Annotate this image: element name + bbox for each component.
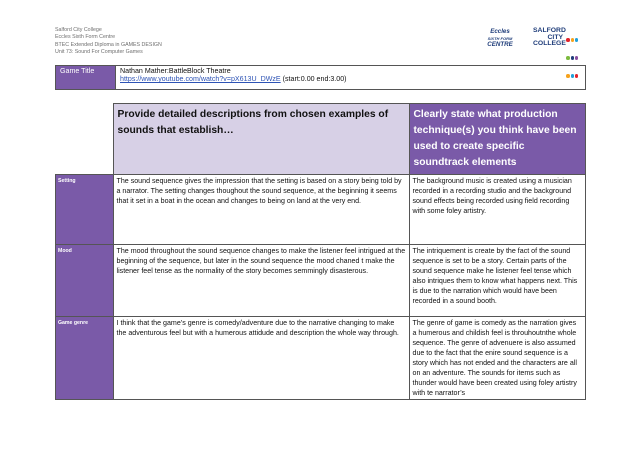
mood-description: The mood throughout the sound sequence changes to make the listener feel intrigued at the beginning of the sequence, but later in the sound sequence the mood chaned t make the listener feel tense as the normality of the story becomes semmingly disasterous. [113, 245, 409, 317]
setting-technique: The background music is created using a musician recorded in a recording studio and the background sound effects being recorded using field recording with some foley artistry. [409, 175, 586, 245]
game-title-value [116, 66, 586, 90]
salford-logo [533, 27, 566, 48]
mood-technique: The intriquement is create by the fact of the sound sequence is set to be a story. Certain parts of the sound sequence make he listener feel tense which also intriques them to know what happens next. This is due to the narration which would have been recorded in a sound booth. [409, 245, 586, 317]
video-link[interactable]: https://www.youtube.com/watch?v=pX613U_DWzE [120, 75, 281, 83]
row-label-setting: Setting [56, 175, 114, 245]
video-time: (start:0.00 end:3.00) [280, 75, 347, 83]
header-line: Salford City College [55, 27, 102, 33]
techniques-header: Clearly state what production technique(s) you think have been used to create specific soundtrack elements [409, 104, 586, 175]
salford-logo-line: SALFORD [533, 27, 566, 34]
header-line: Eccles Sixth Form Centre [55, 34, 116, 41]
descriptions-header: Provide detailed descriptions from chosen examples of sounds that establish… [113, 104, 409, 175]
row-label-game-genre: Game genre [56, 317, 114, 400]
eccles-logo-line: Eccles [490, 28, 510, 35]
game-title-table [55, 65, 586, 90]
document-header [55, 27, 162, 57]
header-line: Unit 73: Sound For Computer Games [55, 49, 143, 56]
header-line: BTEC Extended Diploma in GAMES DESIGN [55, 41, 162, 48]
salford-logo-line: CITY [547, 33, 563, 41]
game-name: Nathan Mather:BattleBlock Theatre [120, 67, 231, 75]
empty-corner-cell [56, 104, 114, 175]
salford-logo-line: COLLEGE [533, 40, 566, 48]
eccles-logo-line: SIXTH FORM [487, 35, 513, 41]
game-genre-description: I think that the game’s genre is comedy/adventure due to the narrative changing to make the adventurous feel but with a humerous attidude and description the whole way through. [113, 317, 409, 400]
game-title-label: Game Title [56, 66, 116, 90]
eccles-logo-line: CENTRE [487, 41, 513, 49]
game-genre-technique: The genre of game is comedy as the narration gives a humerous and childish feel is throuhoutnthe whole sequence. The genre of advenuere is also assumed due to the fact that the enire sound sequence is a story which has not ended and the characters are all on an adventure. The sounds for items such as thunder would have been created using foley artistry with te narrator’s [409, 317, 586, 400]
eccles-logo [484, 29, 516, 49]
setting-description: The sound sequence gives the impression that the setting is based on a story being told by a narrator. The setting changes thoughout the sound sequence, at the beginning it seems that it set in a boat in the ocean and changes to being on land at the very end. [113, 175, 409, 245]
row-label-mood: Mood [56, 245, 114, 317]
college-logos [484, 26, 584, 54]
analysis-table [55, 103, 586, 400]
